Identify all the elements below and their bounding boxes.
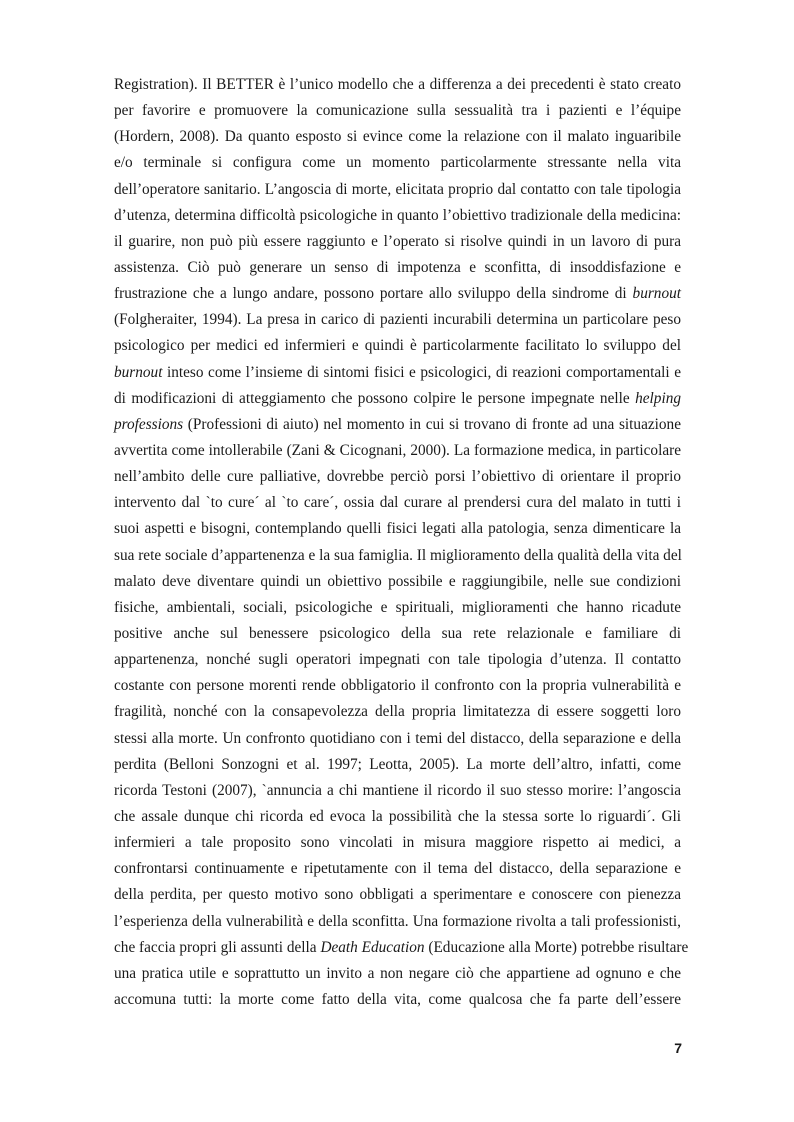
text-line xyxy=(114,464,681,490)
text-line xyxy=(114,726,681,752)
text-segment: assistenza. Ciò può generare un senso di impotenza e sconfitta, di insoddisfazione e xyxy=(114,258,681,276)
text-segment: frustrazione che a lungo andare, possono portare allo sviluppo della sindrome di xyxy=(114,285,633,303)
text-line xyxy=(114,882,681,908)
text-line xyxy=(114,752,681,778)
text-line xyxy=(114,281,681,307)
italic-term: burnout xyxy=(114,363,163,381)
text-segment: suoi aspetti e bisogni, contemplando quelli fisici legati alla patologia, senza dimenticare la xyxy=(114,520,681,538)
text-segment: di modificazioni di atteggiamento che possono colpire le persone impegnate nelle xyxy=(114,389,636,407)
text-line xyxy=(114,804,681,830)
body-paragraph xyxy=(114,72,689,1013)
text-segment: (Hordern, 2008). Da quanto esposto si evince come la relazione con il malato inguaribile xyxy=(114,128,681,146)
text-line xyxy=(114,229,681,255)
text-line xyxy=(114,516,681,542)
text-line xyxy=(114,438,681,464)
text-segment: d’utenza, determina difficoltà psicologiche in quanto l’obiettivo tradizionale della medicina: xyxy=(114,206,681,224)
text-line xyxy=(114,386,681,412)
text-line xyxy=(114,987,681,1013)
text-segment: nell’ambito delle cure palliative, dovrebbe perciò porsi l’obiettivo di orientare il proprio xyxy=(114,468,681,486)
text-line xyxy=(114,98,681,124)
text-line xyxy=(114,830,681,856)
text-line xyxy=(114,72,681,98)
text-segment: positive anche sul benessere psicologico della sua rete relazionale e familiare di xyxy=(114,624,681,642)
text-line xyxy=(114,150,681,176)
italic-term: Death Education xyxy=(320,938,425,956)
text-line xyxy=(114,856,681,882)
text-line xyxy=(114,255,681,281)
text-line xyxy=(114,307,681,333)
text-segment: l’esperienza della vulnerabilità e della sconfitta. Una formazione rivolta a tali professionisti, xyxy=(114,912,681,930)
text-segment: malato deve diventare quindi un obiettivo possibile e raggiungibile, nelle sue condizioni xyxy=(114,572,681,590)
text-segment: (Educazione alla Morte) potrebbe risultare xyxy=(424,938,689,956)
italic-term: helping xyxy=(635,389,681,407)
text-segment: per favorire e promuovere la comunicazione sulla sessualità tra i pazienti e l’équipe xyxy=(114,102,681,120)
text-segment: costante con persone morenti rende obbligatorio il confronto con la propria vulnerabilità e xyxy=(114,677,681,695)
text-segment: psicologico per medici ed infermieri e quindi è particolarmente facilitato lo sviluppo del xyxy=(114,337,681,355)
text-segment: fisiche, ambientali, sociali, psicologiche e spirituali, miglioramenti che hanno ricadute xyxy=(114,598,681,616)
text-line xyxy=(114,412,681,438)
text-segment: una pratica utile e soprattutto un invito a non negare ciò che appartiene ad ognuno e che xyxy=(114,964,681,982)
text-line xyxy=(114,177,681,203)
text-segment: il guarire, non può più essere raggiunto e l’operato si risolve quindi in un lavoro di pura xyxy=(114,232,681,250)
italic-term: burnout xyxy=(632,285,681,303)
page-number: 7 xyxy=(674,1040,682,1056)
text-line xyxy=(114,647,681,673)
text-segment: intervento dal `to cure´ al `to care´, ossia dal curare al prendersi cura del malato in tutti i xyxy=(114,494,681,512)
text-segment: (Folgheraiter, 1994). La presa in carico di pazienti incurabili determina un particolare peso xyxy=(114,311,681,329)
text-line xyxy=(114,124,681,150)
text-segment: (Professioni di aiuto) nel momento in cui si trovano di fronte ad una situazione xyxy=(183,415,681,433)
text-line xyxy=(114,673,681,699)
text-segment: avvertita come intollerabile (Zani & Cicognani, 2000). La formazione medica, in particolare xyxy=(114,441,681,459)
text-segment: Registration). Il BETTER è l’unico modello che a differenza a dei precedenti è stato creato xyxy=(114,76,681,93)
text-line xyxy=(114,595,681,621)
text-segment: che assale dunque chi ricorda ed evoca la possibilità che la stessa sorte lo riguardi´. Gli xyxy=(114,807,681,825)
text-line xyxy=(114,935,689,961)
text-segment: confrontarsi continuamente e ripetutamente con il tema del distacco, della separazione e xyxy=(114,860,681,878)
text-segment: appartenenza, nonché sugli operatori impegnati con tale tipologia d’utenza. Il contatto xyxy=(114,651,681,669)
text-line xyxy=(114,621,681,647)
text-line xyxy=(114,961,681,987)
text-segment: e/o terminale si configura come un momento particolarmente stressante nella vita xyxy=(114,154,681,172)
text-line xyxy=(114,778,681,804)
text-segment: ricorda Testoni (2007), `annuncia a chi mantiene il ricordo il suo stesso morire: l’angoscia xyxy=(114,781,681,799)
text-line xyxy=(114,333,681,359)
italic-term: professions xyxy=(114,415,184,433)
text-segment: stessi alla morte. Un confronto quotidiano con i temi del distacco, della separazione e della xyxy=(114,729,681,747)
text-segment: fragilità, nonché con la consapevolezza della propria limitatezza di essere soggetti loro xyxy=(114,703,681,721)
text-line xyxy=(114,360,681,386)
text-segment: infermieri a tale proposito sono vincolati in misura maggiore rispetto ai medici, a xyxy=(114,834,681,852)
text-line xyxy=(114,543,681,569)
text-line xyxy=(114,699,681,725)
text-line xyxy=(114,490,681,516)
text-segment: perdita (Belloni Sonzogni et al. 1997; Leotta, 2005). La morte dell’altro, infatti, come xyxy=(114,755,681,773)
text-line xyxy=(114,203,681,229)
text-line xyxy=(114,569,681,595)
text-segment: accomuna tutti: la morte come fatto della vita, come qualcosa che fa parte dell’essere xyxy=(114,990,681,1008)
text-line xyxy=(114,909,681,935)
text-segment: della perdita, per questo motivo sono obbligati a sperimentare e conoscere con pienezza xyxy=(114,886,681,904)
text-segment: dell’operatore sanitario. L’angoscia di morte, elicitata proprio dal contatto con tale tipologia xyxy=(114,180,681,198)
text-segment: che faccia propri gli assunti della xyxy=(114,938,321,956)
text-segment: inteso come l’insieme di sintomi fisici e psicologici, di reazioni comportamentali e xyxy=(162,363,681,381)
text-segment: sua rete sociale d’appartenenza e la sua famiglia. Il miglioramento della qualità della vita del xyxy=(114,546,682,564)
